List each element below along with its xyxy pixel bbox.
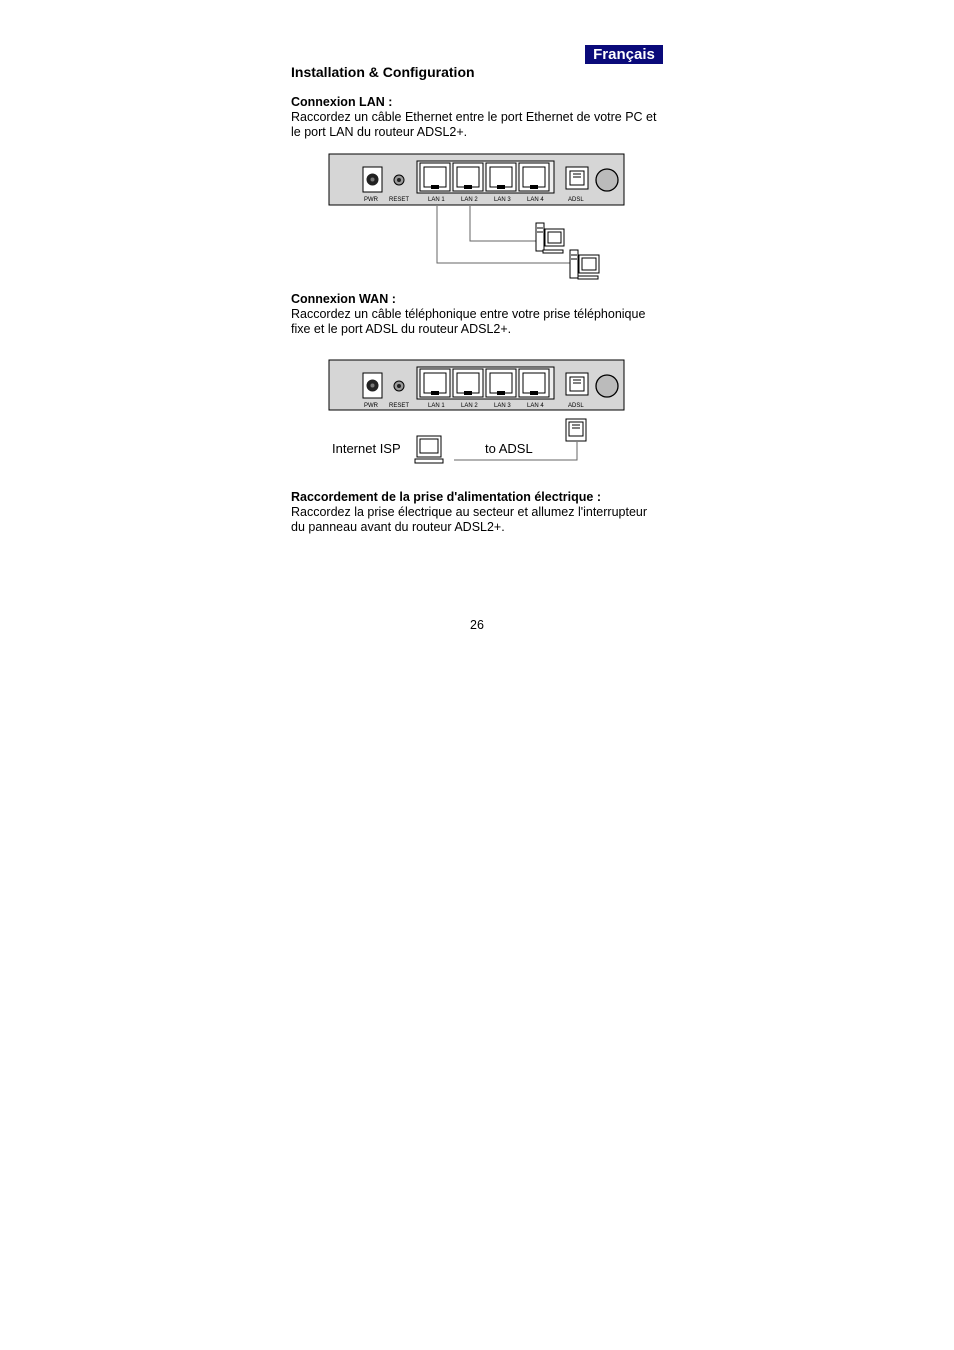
lan-text-line-1: Raccordez un câble Ethernet entre le port Ethernet de votre PC et xyxy=(291,110,657,124)
page-title: Installation & Configuration xyxy=(291,64,475,80)
reset-button-icon xyxy=(394,381,404,391)
reset-button-icon xyxy=(394,175,404,185)
adsl-port-icon xyxy=(566,373,588,395)
pc-2-icon xyxy=(570,250,599,279)
wan-connection-diagram xyxy=(328,359,628,469)
language-badge: Français xyxy=(585,45,663,64)
lan-text-line-2: le port LAN du routeur ADSL2+. xyxy=(291,125,468,139)
power-heading: Raccordement de la prise d'alimentation électrique : xyxy=(291,490,602,504)
power-section xyxy=(291,490,671,535)
pc-1-icon xyxy=(536,223,564,253)
phone-wall-jack-icon xyxy=(566,419,586,441)
lan-port-1-icon xyxy=(420,163,450,191)
power-text-line-2: du panneau avant du routeur ADSL2+. xyxy=(291,520,505,534)
lan-port-2-icon xyxy=(453,163,483,191)
label-adsl: ADSL xyxy=(568,403,584,409)
label-lan3: LAN 3 xyxy=(494,197,511,203)
power-switch-icon xyxy=(596,169,618,191)
label-to-adsl: to ADSL xyxy=(485,441,533,456)
label-lan1: LAN 1 xyxy=(428,197,445,203)
page-number: 26 xyxy=(470,618,484,632)
wan-section xyxy=(291,292,671,337)
cable-lan2 xyxy=(470,206,536,241)
label-reset: RESET xyxy=(389,197,410,203)
power-switch-icon xyxy=(596,375,618,397)
lan-port-3-icon xyxy=(486,163,516,191)
lan-port-4-icon xyxy=(519,369,549,397)
label-lan4: LAN 4 xyxy=(527,197,544,203)
power-jack-icon xyxy=(363,373,382,398)
power-jack-icon xyxy=(363,167,382,192)
lan-section xyxy=(291,95,671,140)
adsl-port-icon xyxy=(566,167,588,189)
label-lan2: LAN 2 xyxy=(461,197,478,203)
lan-port-1-icon xyxy=(420,369,450,397)
wan-heading: Connexion WAN : xyxy=(291,292,396,306)
power-text-line-1: Raccordez la prise électrique au secteur et allumez l'interrupteur xyxy=(291,505,648,519)
label-internet-isp: Internet ISP xyxy=(332,441,401,456)
label-reset: RESET xyxy=(389,403,410,409)
label-lan4: LAN 4 xyxy=(527,403,544,409)
lan-connection-diagram xyxy=(328,153,628,281)
wan-text-line-2: fixe et le port ADSL du routeur ADSL2+. xyxy=(291,322,512,336)
label-lan2: LAN 2 xyxy=(461,403,478,409)
isp-computer-icon xyxy=(415,436,443,463)
label-pwr: PWR xyxy=(364,403,378,409)
wan-text-line-1: Raccordez un câble téléphonique entre votre prise téléphonique xyxy=(291,307,646,321)
label-pwr: PWR xyxy=(364,197,378,203)
lan-port-2-icon xyxy=(453,369,483,397)
lan-port-3-icon xyxy=(486,369,516,397)
lan-heading: Connexion LAN : xyxy=(291,95,393,109)
lan-port-4-icon xyxy=(519,163,549,191)
label-adsl: ADSL xyxy=(568,197,584,203)
label-lan3: LAN 3 xyxy=(494,403,511,409)
label-lan1: LAN 1 xyxy=(428,403,445,409)
